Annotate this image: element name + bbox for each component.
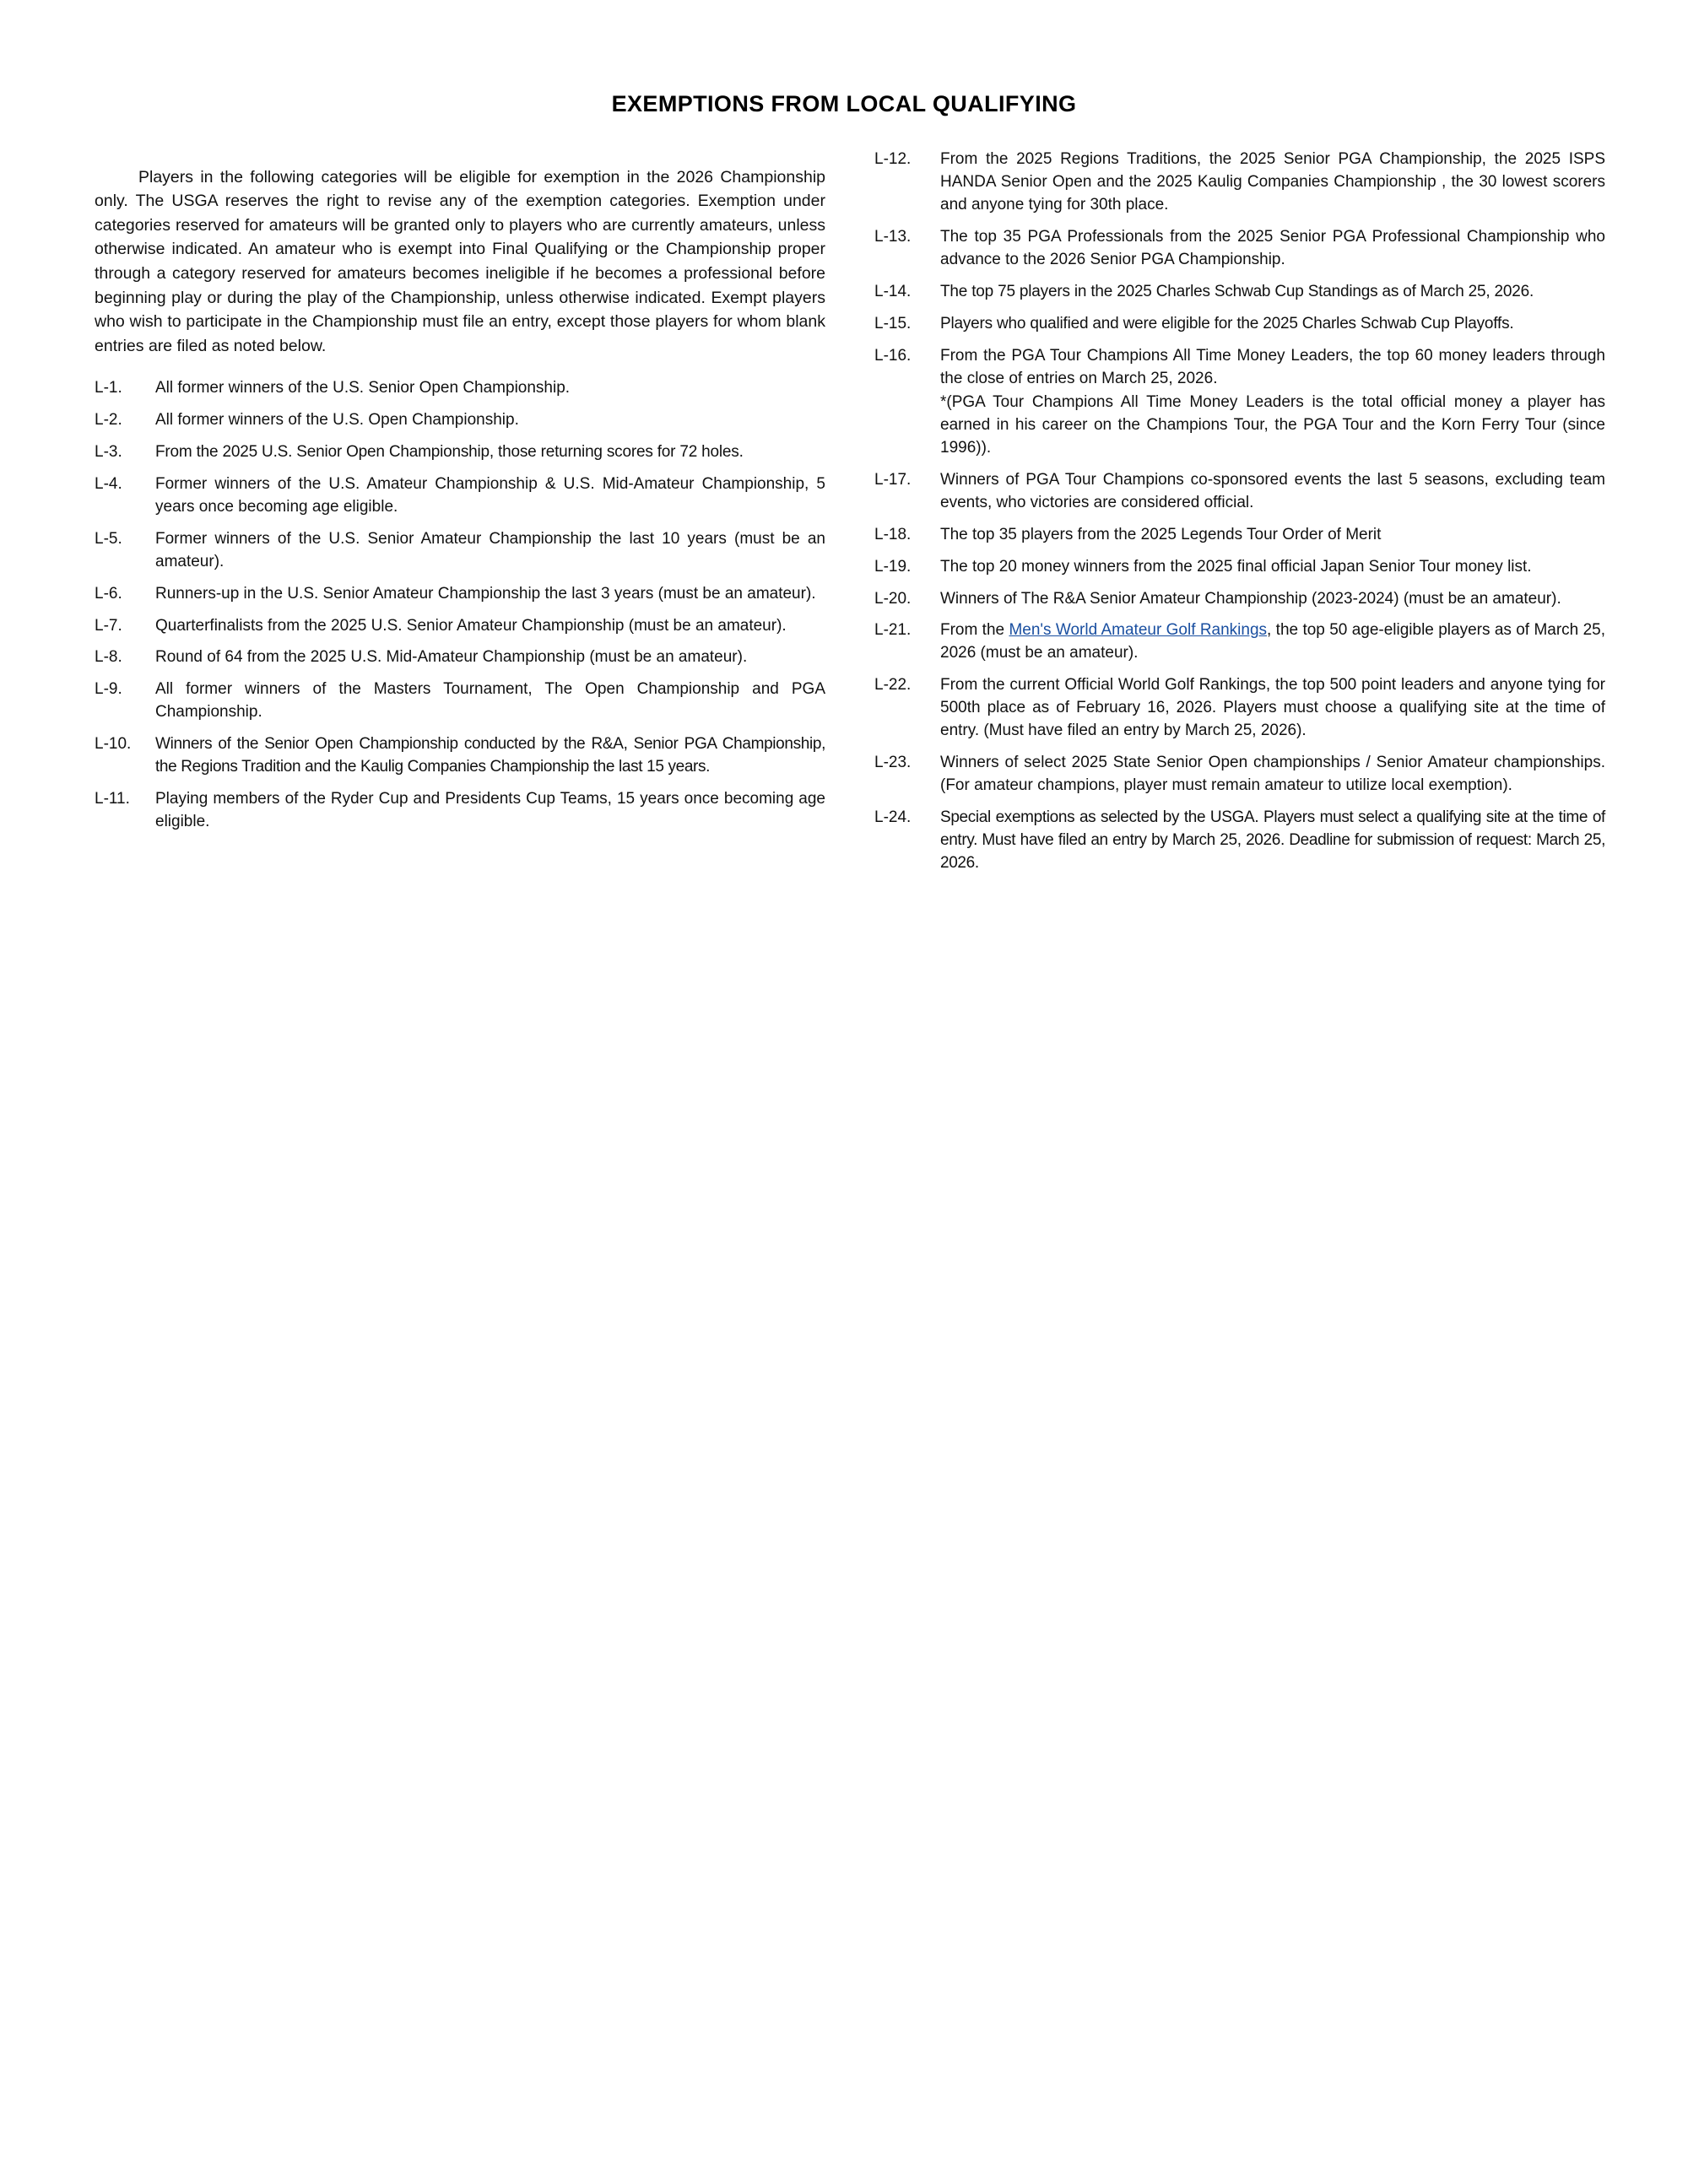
item-text: Winners of the Senior Open Championship conducted by the R&A, Senior PGA Championship, the Regions Tradition and the Kaulig Companies Championship the last 15 years.: [155, 735, 825, 776]
mens-world-amateur-golf-rankings-link[interactable]: Men's World Amateur Golf Rankings: [1009, 621, 1268, 640]
item-text: The top 35 PGA Professionals from the 2025 Senior PGA Professional Championship who advance to the 2026 Senior PGA Championship.: [940, 227, 1605, 268]
item-label: L-17.: [874, 470, 912, 489]
item-text: From the PGA Tour Champions All Time Money Leaders, the top 60 money leaders through the close of entries on March 25, 2026.: [940, 346, 1605, 387]
list-item: [874, 752, 1605, 797]
item-text: All former winners of the U.S. Open Championship.: [155, 410, 519, 429]
list-item: [874, 313, 1605, 336]
list-item: [874, 807, 1605, 875]
item-label: L-22.: [874, 676, 912, 695]
list-item: [874, 556, 1605, 579]
item-label: L-21.: [874, 621, 912, 640]
item-label: L-19.: [874, 557, 912, 576]
list-item: [95, 615, 825, 638]
item-text: Playing members of the Ryder Cup and Presidents Cup Teams, 15 years once becoming age eligible.: [155, 790, 825, 831]
item-text: Players who qualified and were eligible for the 2025 Charles Schwab Cup Playoffs.: [940, 314, 1514, 332]
list-item: [95, 583, 825, 606]
right-exemption-list: [874, 149, 1605, 875]
list-item: [874, 281, 1605, 304]
item-label: L-2.: [95, 410, 122, 429]
item-label: L-13.: [874, 227, 912, 246]
item-text: Round of 64 from the 2025 U.S. Mid-Amateur Championship (must be an amateur).: [155, 648, 748, 667]
list-item: [95, 646, 825, 669]
item-text-after: , the top 50 age-eligible players as of March 25, 2026 (must be an amateur).: [940, 621, 1605, 662]
list-item: [874, 524, 1605, 547]
left-exemption-list: [95, 377, 825, 835]
item-text: All former winners of the U.S. Senior Open Championship.: [155, 378, 571, 397]
item-text: Winners of The R&A Senior Amateur Championship (2023-2024) (must be an amateur).: [940, 589, 1561, 608]
item-label: L-1.: [95, 378, 122, 397]
item-text: From the 2025 Regions Traditions, the 2025 Senior PGA Championship, the 2025 ISPS HANDA Senior Open and the 2025 Kaulig Companies Championship , the 30 lowest scorers and anyone tying for 30th place.: [940, 150, 1605, 214]
item-text: Special exemptions as selected by the USGA. Players must select a qualifying site at the time of entry. Must have filed an entry by March 25, 2026. Deadline for submission of request: March 25, 2026.: [940, 808, 1605, 873]
item-label: L-16.: [874, 346, 912, 365]
list-item: [874, 226, 1605, 272]
item-label: L-15.: [874, 314, 912, 332]
two-column-body: [95, 149, 1605, 884]
item-text: Quarterfinalists from the 2025 U.S. Senior Amateur Championship (must be an amateur).: [155, 616, 787, 635]
item-label: L-9.: [95, 680, 122, 699]
item-text: Former winners of the U.S. Amateur Championship & U.S. Mid-Amateur Championship, 5 years once becoming age eligible.: [155, 474, 825, 516]
item-label: L-14.: [874, 282, 912, 300]
item-text: The top 35 players from the 2025 Legends Tour Order of Merit: [940, 525, 1382, 543]
item-text-before: From the: [940, 621, 1009, 640]
list-item: [95, 733, 825, 779]
item-label: L-12.: [874, 150, 912, 168]
list-item: [874, 588, 1605, 611]
list-item: [874, 619, 1605, 665]
list-item: [874, 674, 1605, 743]
list-item: [95, 528, 825, 574]
left-column: [95, 149, 825, 884]
intro-paragraph: Players in the following categories will be eligible for exemption in the 2026 Championship only. The USGA reserves the right to revise any of the exemption categories. Exemption under categories reserved for amateurs will be granted only to players who are currently amateurs, unless otherwise indicated. An amateur who is exempt into Final Qualifying or the Championship proper through a category reserved for amateurs becomes ineligible if he becomes a professional before beginning play or during the play of the Championship, unless otherwise indicated. Exempt players who wish to participate in the Championship must file an entry, except those players for whom blank entries are filed as noted below.: [95, 167, 825, 356]
item-text: From the 2025 U.S. Senior Open Championship, those returning scores for 72 holes.: [155, 442, 744, 461]
item-text-group: [940, 345, 1605, 460]
item-text: Former winners of the U.S. Senior Amateur Championship the last 10 years (must be an amateur).: [155, 529, 825, 570]
list-item: [95, 473, 825, 519]
item-text: All former winners of the Masters Tournament, The Open Championship and PGA Championship.: [155, 680, 825, 722]
page-title: EXEMPTIONS FROM LOCAL QUALIFYING: [611, 91, 1077, 116]
item-text: Runners-up in the U.S. Senior Amateur Championship the last 3 years (must be an amateur).: [155, 584, 816, 603]
list-item: [874, 149, 1605, 217]
item-label: L-6.: [95, 584, 122, 603]
item-label: L-10.: [95, 735, 132, 754]
item-label: L-4.: [95, 474, 122, 493]
list-item: [95, 678, 825, 724]
item-text-group: [940, 619, 1605, 665]
item-label: L-8.: [95, 648, 122, 667]
item-text: The top 20 money winners from the 2025 final official Japan Senior Tour money list.: [940, 557, 1532, 576]
item-text: The top 75 players in the 2025 Charles Schwab Cup Standings as of March 25, 2026.: [940, 282, 1534, 300]
item-label: L-20.: [874, 589, 912, 608]
item-note: *(PGA Tour Champions All Time Money Leaders is the total official money a player has earned in his career on the Champions Tour, the PGA Tour and the Korn Ferry Tour (since 1996)).: [940, 392, 1605, 457]
item-label: L-5.: [95, 529, 122, 548]
list-item: [874, 345, 1605, 460]
list-item: [95, 441, 825, 464]
item-label: L-11.: [95, 790, 130, 808]
list-item: [874, 469, 1605, 515]
item-text: Winners of PGA Tour Champions co-sponsored events the last 5 seasons, excluding team events, who victories are considered official.: [940, 470, 1605, 511]
right-column: [874, 149, 1605, 884]
list-item: [95, 409, 825, 432]
item-label: L-24.: [874, 808, 912, 827]
item-label: L-18.: [874, 525, 912, 543]
list-item: [95, 377, 825, 400]
item-label: L-23.: [874, 754, 912, 772]
item-text: Winners of select 2025 State Senior Open championships / Senior Amateur championships. (For amateur champions, player must remain amateur to utilize local exemption).: [940, 754, 1605, 795]
list-item: [95, 788, 825, 834]
item-label: L-3.: [95, 442, 122, 461]
item-text: From the current Official World Golf Rankings, the top 500 point leaders and anyone tying for 500th place as of February 16, 2026. Players must choose a qualifying site at the time of entry. (Must have filed an entry by March 25, 2026).: [940, 676, 1605, 740]
item-label: L-7.: [95, 616, 122, 635]
